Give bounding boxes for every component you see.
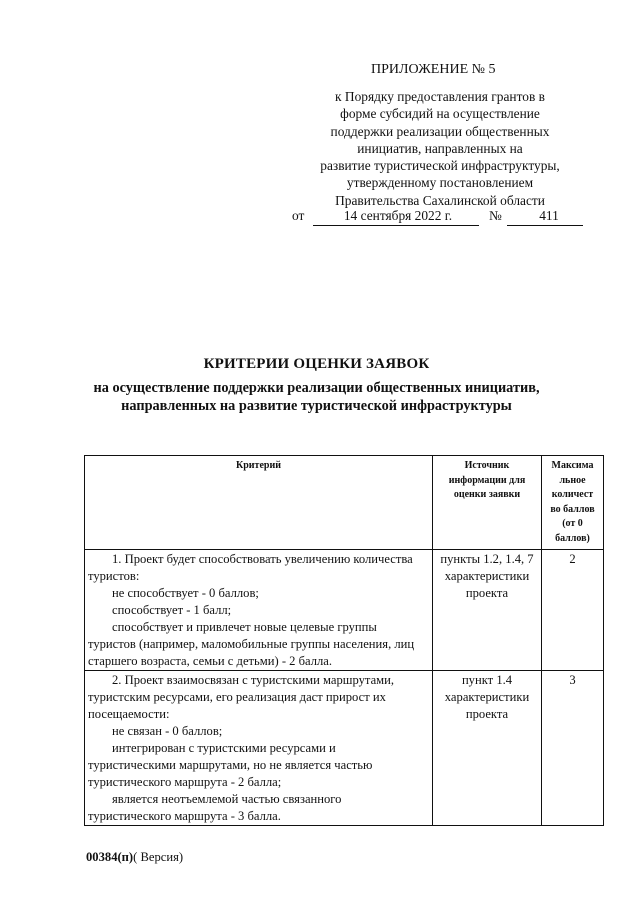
footer-version: ( Версия)	[133, 850, 184, 864]
table-row	[85, 671, 604, 826]
subtitle-line: направленных на развитие туристической инфраструктуры	[121, 398, 512, 414]
criterion-lead: 1. Проект будет способствовать увеличению количества	[112, 552, 413, 566]
table-row	[85, 550, 604, 671]
header-max-score	[542, 456, 604, 550]
order-number: 411	[507, 208, 583, 226]
criteria-table	[84, 455, 604, 826]
header-max-line: баллов)	[555, 532, 590, 544]
header-max-line: количест	[551, 489, 594, 500]
criterion-option: интегрирован с туристскими ресурсами и	[112, 741, 336, 755]
footer	[86, 850, 183, 865]
header-source-line: оценки заявки	[453, 489, 521, 500]
criterion-lead-cont: туристов:	[88, 569, 140, 583]
criterion-option: способствует и привлечет новые целевые группы	[112, 620, 377, 634]
criterion-tail: туристическими маршрутами, но не является частью туристического маршрута - 2 балла;	[88, 758, 373, 789]
subtitle-line: на осуществление поддержки реализации общественных инициатив,	[93, 380, 540, 396]
criterion-option: способствует - 1 балл;	[112, 603, 232, 617]
max-score-cell: 2	[542, 550, 604, 671]
header-source-line: информации для	[448, 474, 526, 486]
criterion-lead-cont: туристским ресурсами, его реализация даст прирост их посещаемости:	[88, 690, 386, 721]
order-date: 14 сентября 2022 г.	[313, 208, 479, 226]
appendix-line: поддержки реализации общественных	[330, 123, 550, 139]
source-cell: пункт 1.4 характеристики проекта	[433, 671, 542, 826]
criterion-cell	[85, 550, 433, 671]
header-max-line: льное	[559, 474, 586, 486]
header-source	[433, 456, 542, 550]
criterion-lead: 2. Проект взаимосвязан с туристскими маршрутами,	[112, 673, 395, 687]
appendix-title: ПРИЛОЖЕНИЕ № 5	[371, 62, 496, 77]
order-date-label: от	[292, 208, 305, 223]
header-max-line: Максима	[551, 460, 594, 471]
document-subtitle	[0, 379, 633, 415]
appendix-line: Правительства Сахалинской области	[335, 192, 545, 208]
criterion-tail: туристического маршрута - 3 балла.	[88, 809, 281, 823]
criterion-tail: туристов (например, маломобильные группы населения, лиц старшего возраста, семьи с детьми) - 2 балла.	[88, 637, 415, 668]
source-cell: пункты 1.2, 1.4, 7 характеристики проекта	[433, 550, 542, 671]
criterion-option: не способствует - 0 баллов;	[112, 586, 259, 600]
header-max-line: (от 0	[562, 518, 583, 529]
appendix-line: развитие туристической инфраструктуры,	[320, 158, 560, 174]
criterion-option: не связан - 0 баллов;	[112, 724, 223, 738]
document-title: КРИТЕРИИ ОЦЕНКИ ЗАЯВОК	[203, 356, 430, 372]
table-header-row	[85, 456, 604, 550]
criterion-cell	[85, 671, 433, 826]
criterion-option: является неотъемлемой частью связанного	[112, 792, 342, 806]
footer-code: 00384(п)	[86, 850, 134, 864]
appendix-line: к Порядку предоставления грантов в	[335, 89, 545, 104]
max-score-cell: 3	[542, 671, 604, 826]
appendix-line: инициатив, направленных на	[357, 140, 523, 156]
appendix-line: форме субсидий на осуществление	[340, 106, 540, 122]
order-number-label: №	[489, 208, 502, 223]
appendix-reference	[290, 88, 590, 209]
header-criterion: Критерий	[85, 456, 433, 550]
appendix-line: утвержденному постановлением	[346, 175, 534, 191]
header-source-line: Источник	[464, 460, 510, 471]
header-max-line: во баллов	[550, 503, 595, 515]
